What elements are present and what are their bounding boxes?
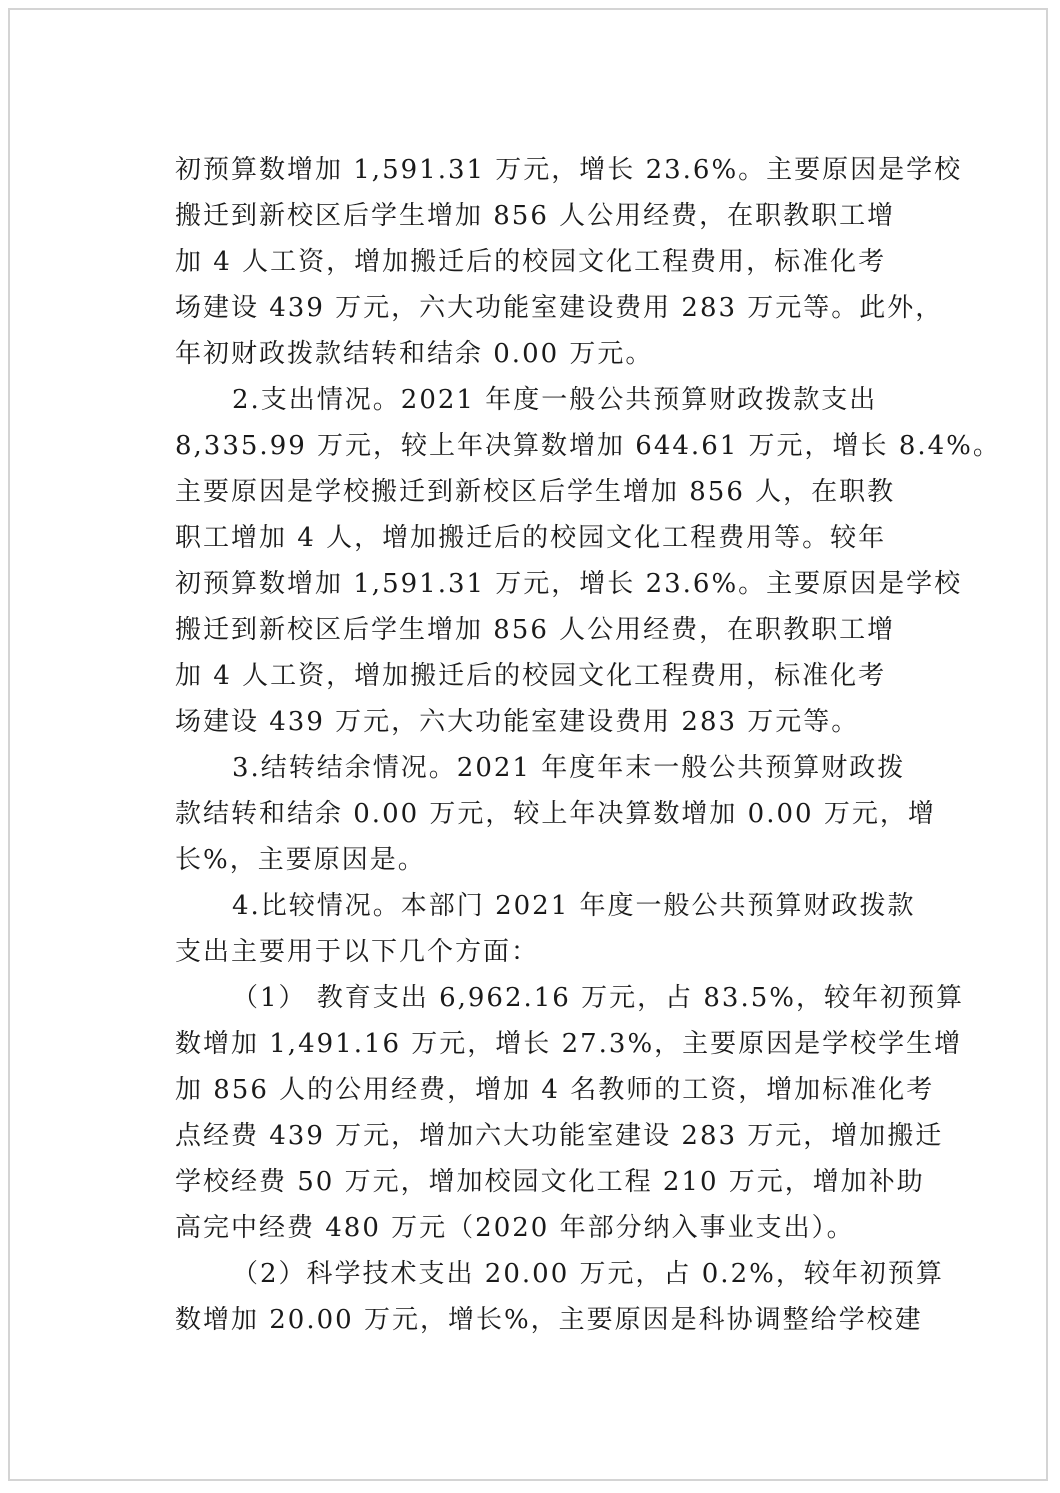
text-line: 加 856 人的公用经费，增加 4 名教师的工资，增加标准化考 bbox=[175, 1075, 935, 1105]
paragraph-heading-carryover: 3.结转结余情况。2021 年度年末一般公共预算财政拨 bbox=[232, 753, 906, 783]
document-body bbox=[10, 10, 1046, 1479]
text-line: 主要原因是学校搬迁到新校区后学生增加 856 人，在职教 bbox=[175, 477, 896, 507]
text-line: 数增加 1,491.16 万元，增长 27.3%，主要原因是学校学生增 bbox=[175, 1029, 963, 1059]
text-line: 点经费 439 万元，增加六大功能室建设 283 万元，增加搬迁 bbox=[175, 1121, 944, 1151]
list-item-education: （1） 教育支出 6,962.16 万元，占 83.5%，较年初预算 bbox=[232, 983, 964, 1013]
text-line: 场建设 439 万元，六大功能室建设费用 283 万元等。此外， bbox=[175, 293, 944, 323]
page-frame bbox=[8, 8, 1048, 1481]
list-item-science: （2）科学技术支出 20.00 万元，占 0.2%，较年初预算 bbox=[232, 1259, 944, 1289]
text-line: 初预算数增加 1,591.31 万元，增长 23.6%。主要原因是学校 bbox=[175, 155, 963, 185]
text-line: 学校经费 50 万元，增加校园文化工程 210 万元，增加补助 bbox=[175, 1167, 925, 1197]
text-line: 支出主要用于以下几个方面： bbox=[175, 937, 540, 967]
paragraph-heading-expenditure: 2.支出情况。2021 年度一般公共预算财政拨款支出 bbox=[232, 385, 878, 415]
text-line: 8,335.99 万元，较上年决算数增加 644.61 万元，增长 8.4%。 bbox=[175, 431, 1001, 461]
paragraph-heading-comparison: 4.比较情况。本部门 2021 年度一般公共预算财政拨款 bbox=[232, 891, 916, 921]
text-line: 款结转和结余 0.00 万元，较上年决算数增加 0.00 万元，增 bbox=[175, 799, 936, 829]
text-line: 长%，主要原因是。 bbox=[175, 845, 426, 875]
text-line: 职工增加 4 人，增加搬迁后的校园文化工程费用等。较年 bbox=[175, 523, 887, 553]
text-line: 初预算数增加 1,591.31 万元，增长 23.6%。主要原因是学校 bbox=[175, 569, 963, 599]
text-line: 加 4 人工资，增加搬迁后的校园文化工程费用，标准化考 bbox=[175, 661, 887, 691]
text-line: 加 4 人工资，增加搬迁后的校园文化工程费用，标准化考 bbox=[175, 247, 887, 277]
text-line: 搬迁到新校区后学生增加 856 人公用经费，在职教职工增 bbox=[175, 201, 896, 231]
text-line: 年初财政拨款结转和结余 0.00 万元。 bbox=[175, 339, 654, 369]
text-line: 高完中经费 480 万元（2020 年部分纳入事业支出）。 bbox=[175, 1213, 855, 1243]
text-line: 数增加 20.00 万元，增长%，主要原因是科协调整给学校建 bbox=[175, 1305, 923, 1335]
text-line: 场建设 439 万元，六大功能室建设费用 283 万元等。 bbox=[175, 707, 860, 737]
text-line: 搬迁到新校区后学生增加 856 人公用经费，在职教职工增 bbox=[175, 615, 896, 645]
